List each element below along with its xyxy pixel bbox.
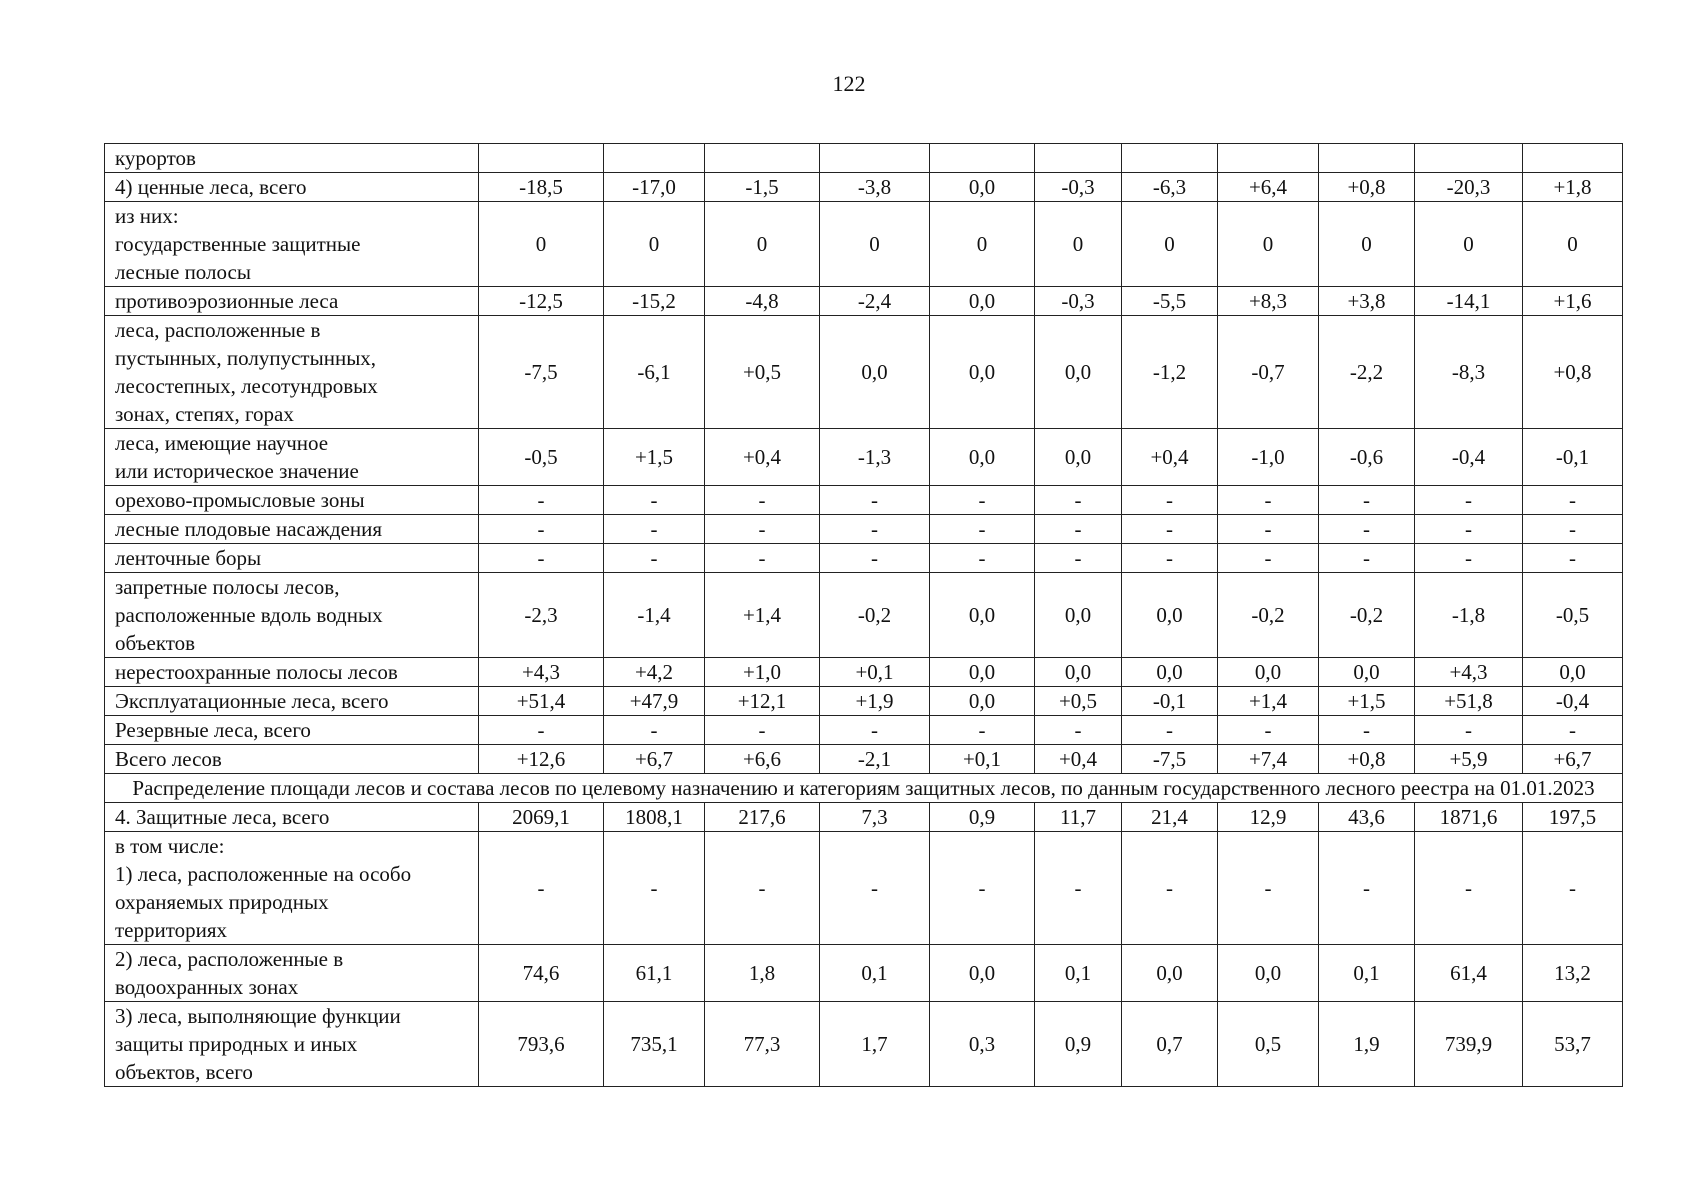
value-cell: 43,6 [1319,803,1415,832]
value-cell: +1,5 [604,429,705,486]
value-cell: 77,3 [705,1002,820,1087]
value-cell: 0,1 [820,945,930,1002]
row-label: противоэрозионные леса [105,287,479,316]
section-title: Распределение площади лесов и состава лесов по целевому назначению и категориям защитных лесов, по данным государственного лесного реестра на 01.01.2023 [105,774,1623,803]
value-cell: - [1122,515,1218,544]
row-label: 3) леса, выполняющие функции защиты природных и иных объектов, всего [105,1002,479,1087]
table-row [105,1002,1623,1087]
row-label: 4) ценные леса, всего [105,173,479,202]
value-cell: - [479,515,604,544]
value-cell: +1,4 [705,573,820,658]
value-cell: +6,4 [1218,173,1319,202]
value-cell: +1,5 [1319,687,1415,716]
value-cell [930,144,1035,173]
row-label: в том числе: 1) леса, расположенные на особо охраняемых природных территориях [105,832,479,945]
value-cell: -15,2 [604,287,705,316]
value-cell: 61,1 [604,945,705,1002]
table-row [105,832,1623,945]
value-cell: 0,1 [1319,945,1415,1002]
value-cell: 74,6 [479,945,604,1002]
value-cell [1523,144,1623,173]
value-cell: +4,3 [1415,658,1523,687]
value-cell: - [1415,486,1523,515]
value-cell: -0,2 [1218,573,1319,658]
value-cell: 1808,1 [604,803,705,832]
value-cell: 0 [604,202,705,287]
row-label: 2) леса, расположенные в водоохранных зонах [105,945,479,1002]
value-cell: - [1122,486,1218,515]
value-cell: - [1122,832,1218,945]
value-cell: - [1218,486,1319,515]
value-cell: - [1319,544,1415,573]
value-cell: +0,8 [1319,745,1415,774]
value-cell: - [820,544,930,573]
value-cell: - [1415,515,1523,544]
value-cell: -0,2 [1319,573,1415,658]
value-cell: - [930,486,1035,515]
value-cell: +51,8 [1415,687,1523,716]
value-cell: -0,5 [479,429,604,486]
value-cell: - [705,486,820,515]
value-cell: - [930,832,1035,945]
value-cell: - [705,515,820,544]
value-cell: 0,0 [930,173,1035,202]
value-cell: +12,6 [479,745,604,774]
value-cell [1319,144,1415,173]
value-cell: - [1415,544,1523,573]
value-cell: - [1319,486,1415,515]
value-cell: -5,5 [1122,287,1218,316]
table-row [105,745,1623,774]
value-cell: -3,8 [820,173,930,202]
value-cell: +0,8 [1523,316,1623,429]
value-cell: 793,6 [479,1002,604,1087]
value-cell: 0,0 [1035,573,1122,658]
table-row [105,945,1623,1002]
value-cell: 0,0 [930,945,1035,1002]
value-cell: 0,7 [1122,1002,1218,1087]
value-cell: -17,0 [604,173,705,202]
value-cell: 0 [1218,202,1319,287]
row-label: 4. Защитные леса, всего [105,803,479,832]
value-cell: -7,5 [1122,745,1218,774]
value-cell: - [1523,716,1623,745]
value-cell: 1,8 [705,945,820,1002]
value-cell: - [1035,832,1122,945]
value-cell: - [604,486,705,515]
value-cell [604,144,705,173]
value-cell: -1,0 [1218,429,1319,486]
row-label: Эксплуатационные леса, всего [105,687,479,716]
value-cell: 0,0 [930,287,1035,316]
value-cell: 0 [705,202,820,287]
value-cell: 0,0 [1218,945,1319,1002]
value-cell: - [705,832,820,945]
value-cell: +4,2 [604,658,705,687]
table-row [105,515,1623,544]
value-cell: 0,5 [1218,1002,1319,1087]
value-cell: - [1218,515,1319,544]
value-cell: +8,3 [1218,287,1319,316]
value-cell [705,144,820,173]
value-cell: 0,0 [1218,658,1319,687]
value-cell: - [1218,544,1319,573]
value-cell: +1,8 [1523,173,1623,202]
value-cell: -2,4 [820,287,930,316]
value-cell: +1,4 [1218,687,1319,716]
value-cell: -0,1 [1122,687,1218,716]
value-cell: -7,5 [479,316,604,429]
value-cell: 0 [930,202,1035,287]
value-cell: 53,7 [1523,1002,1623,1087]
row-label: леса, имеющие научное или историческое значение [105,429,479,486]
value-cell: - [930,544,1035,573]
value-cell: -14,1 [1415,287,1523,316]
table-row [105,486,1623,515]
value-cell: 0,0 [930,658,1035,687]
value-cell: 0,0 [930,687,1035,716]
value-cell: +3,8 [1319,287,1415,316]
table-row [105,658,1623,687]
value-cell: 0 [1122,202,1218,287]
value-cell: +0,4 [1122,429,1218,486]
value-cell: +0,8 [1319,173,1415,202]
value-cell: +12,1 [705,687,820,716]
value-cell: 0,0 [1035,658,1122,687]
value-cell: - [1523,486,1623,515]
value-cell: 0,0 [1122,573,1218,658]
value-cell [1218,144,1319,173]
value-cell: -0,2 [820,573,930,658]
value-cell: - [820,515,930,544]
value-cell: -1,8 [1415,573,1523,658]
value-cell: - [1035,544,1122,573]
value-cell: -1,3 [820,429,930,486]
value-cell: 0,3 [930,1002,1035,1087]
value-cell: -0,6 [1319,429,1415,486]
value-cell: -1,4 [604,573,705,658]
value-cell: 0,0 [1122,658,1218,687]
table-row [105,287,1623,316]
value-cell: - [820,832,930,945]
value-cell: -0,3 [1035,287,1122,316]
value-cell: -18,5 [479,173,604,202]
section-header-row [105,774,1623,803]
page-number: 122 [832,71,866,96]
value-cell: - [1035,515,1122,544]
value-cell: - [1319,515,1415,544]
value-cell: +1,6 [1523,287,1623,316]
value-cell: 0,0 [1523,658,1623,687]
value-cell: - [1319,716,1415,745]
value-cell: 1871,6 [1415,803,1523,832]
value-cell: -6,3 [1122,173,1218,202]
value-cell: +7,4 [1218,745,1319,774]
value-cell: 0 [1523,202,1623,287]
value-cell: - [1218,832,1319,945]
value-cell: +4,3 [479,658,604,687]
value-cell: 0,0 [930,573,1035,658]
value-cell: - [479,832,604,945]
value-cell: 0,9 [930,803,1035,832]
row-label: курортов [105,144,479,173]
value-cell: 0 [1319,202,1415,287]
value-cell [1035,144,1122,173]
value-cell: -20,3 [1415,173,1523,202]
forest-distribution-table [104,143,1623,1087]
value-cell [479,144,604,173]
value-cell: - [1122,716,1218,745]
value-cell: 0 [820,202,930,287]
value-cell: - [1035,486,1122,515]
table-row [105,173,1623,202]
table-row [105,716,1623,745]
value-cell: - [1122,544,1218,573]
value-cell: -1,2 [1122,316,1218,429]
value-cell: - [479,486,604,515]
value-cell: - [705,716,820,745]
value-cell: - [1218,716,1319,745]
value-cell: 0 [1035,202,1122,287]
value-cell: 217,6 [705,803,820,832]
value-cell: 2069,1 [479,803,604,832]
value-cell: 0,0 [1319,658,1415,687]
value-cell: +6,6 [705,745,820,774]
row-label: из них: государственные защитные лесные полосы [105,202,479,287]
value-cell: 61,4 [1415,945,1523,1002]
value-cell: 0,0 [1035,429,1122,486]
value-cell [820,144,930,173]
row-label: лесные плодовые насаждения [105,515,479,544]
value-cell: - [479,716,604,745]
value-cell: -0,1 [1523,429,1623,486]
value-cell: -1,5 [705,173,820,202]
value-cell: -2,2 [1319,316,1415,429]
value-cell: +6,7 [604,745,705,774]
row-label: запретные полосы лесов, расположенные вдоль водных объектов [105,573,479,658]
value-cell: - [604,716,705,745]
value-cell: 735,1 [604,1002,705,1087]
value-cell: +0,5 [1035,687,1122,716]
value-cell: +0,4 [1035,745,1122,774]
value-cell: 21,4 [1122,803,1218,832]
value-cell: +6,7 [1523,745,1623,774]
value-cell: 0 [1415,202,1523,287]
value-cell: -0,4 [1523,687,1623,716]
row-label: Резервные леса, всего [105,716,479,745]
table-row [105,544,1623,573]
value-cell: -12,5 [479,287,604,316]
value-cell: - [1523,832,1623,945]
value-cell: 197,5 [1523,803,1623,832]
value-cell: +5,9 [1415,745,1523,774]
value-cell: -6,1 [604,316,705,429]
value-cell: - [1415,832,1523,945]
value-cell: +47,9 [604,687,705,716]
value-cell: -4,8 [705,287,820,316]
table-row [105,429,1623,486]
value-cell: -0,5 [1523,573,1623,658]
value-cell: 0,0 [1122,945,1218,1002]
value-cell: - [604,544,705,573]
value-cell: - [930,515,1035,544]
value-cell: - [1035,716,1122,745]
value-cell [1415,144,1523,173]
value-cell: 7,3 [820,803,930,832]
value-cell: - [604,832,705,945]
value-cell: 13,2 [1523,945,1623,1002]
value-cell: +51,4 [479,687,604,716]
value-cell: 1,7 [820,1002,930,1087]
value-cell: -0,7 [1218,316,1319,429]
value-cell: 0,0 [820,316,930,429]
table-row [105,202,1623,287]
value-cell: +1,9 [820,687,930,716]
value-cell: - [1415,716,1523,745]
table-row [105,803,1623,832]
value-cell: 1,9 [1319,1002,1415,1087]
value-cell: - [820,486,930,515]
value-cell: - [930,716,1035,745]
value-cell: 739,9 [1415,1002,1523,1087]
value-cell: 11,7 [1035,803,1122,832]
value-cell: +0,1 [930,745,1035,774]
table-row [105,687,1623,716]
row-label: нерестоохранные полосы лесов [105,658,479,687]
value-cell: - [1523,544,1623,573]
table-row [105,144,1623,173]
value-cell: - [705,544,820,573]
value-cell: - [1319,832,1415,945]
value-cell: - [820,716,930,745]
value-cell: +1,0 [705,658,820,687]
value-cell: - [604,515,705,544]
row-label: орехово-промысловые зоны [105,486,479,515]
table-row [105,573,1623,658]
value-cell: 0,0 [1035,316,1122,429]
value-cell [1122,144,1218,173]
value-cell: -2,3 [479,573,604,658]
value-cell: - [1523,515,1623,544]
row-label: ленточные боры [105,544,479,573]
row-label: леса, расположенные в пустынных, полупустынных, лесостепных, лесотундровых зонах, степях, горах [105,316,479,429]
value-cell: -0,4 [1415,429,1523,486]
value-cell: -0,3 [1035,173,1122,202]
value-cell: +0,5 [705,316,820,429]
table-row [105,316,1623,429]
value-cell: +0,1 [820,658,930,687]
row-label: Всего лесов [105,745,479,774]
value-cell: 12,9 [1218,803,1319,832]
value-cell: 0,9 [1035,1002,1122,1087]
value-cell: 0,0 [930,316,1035,429]
value-cell: 0,0 [930,429,1035,486]
value-cell: 0,1 [1035,945,1122,1002]
value-cell: -8,3 [1415,316,1523,429]
value-cell: - [479,544,604,573]
value-cell: -2,1 [820,745,930,774]
value-cell: 0 [479,202,604,287]
value-cell: +0,4 [705,429,820,486]
